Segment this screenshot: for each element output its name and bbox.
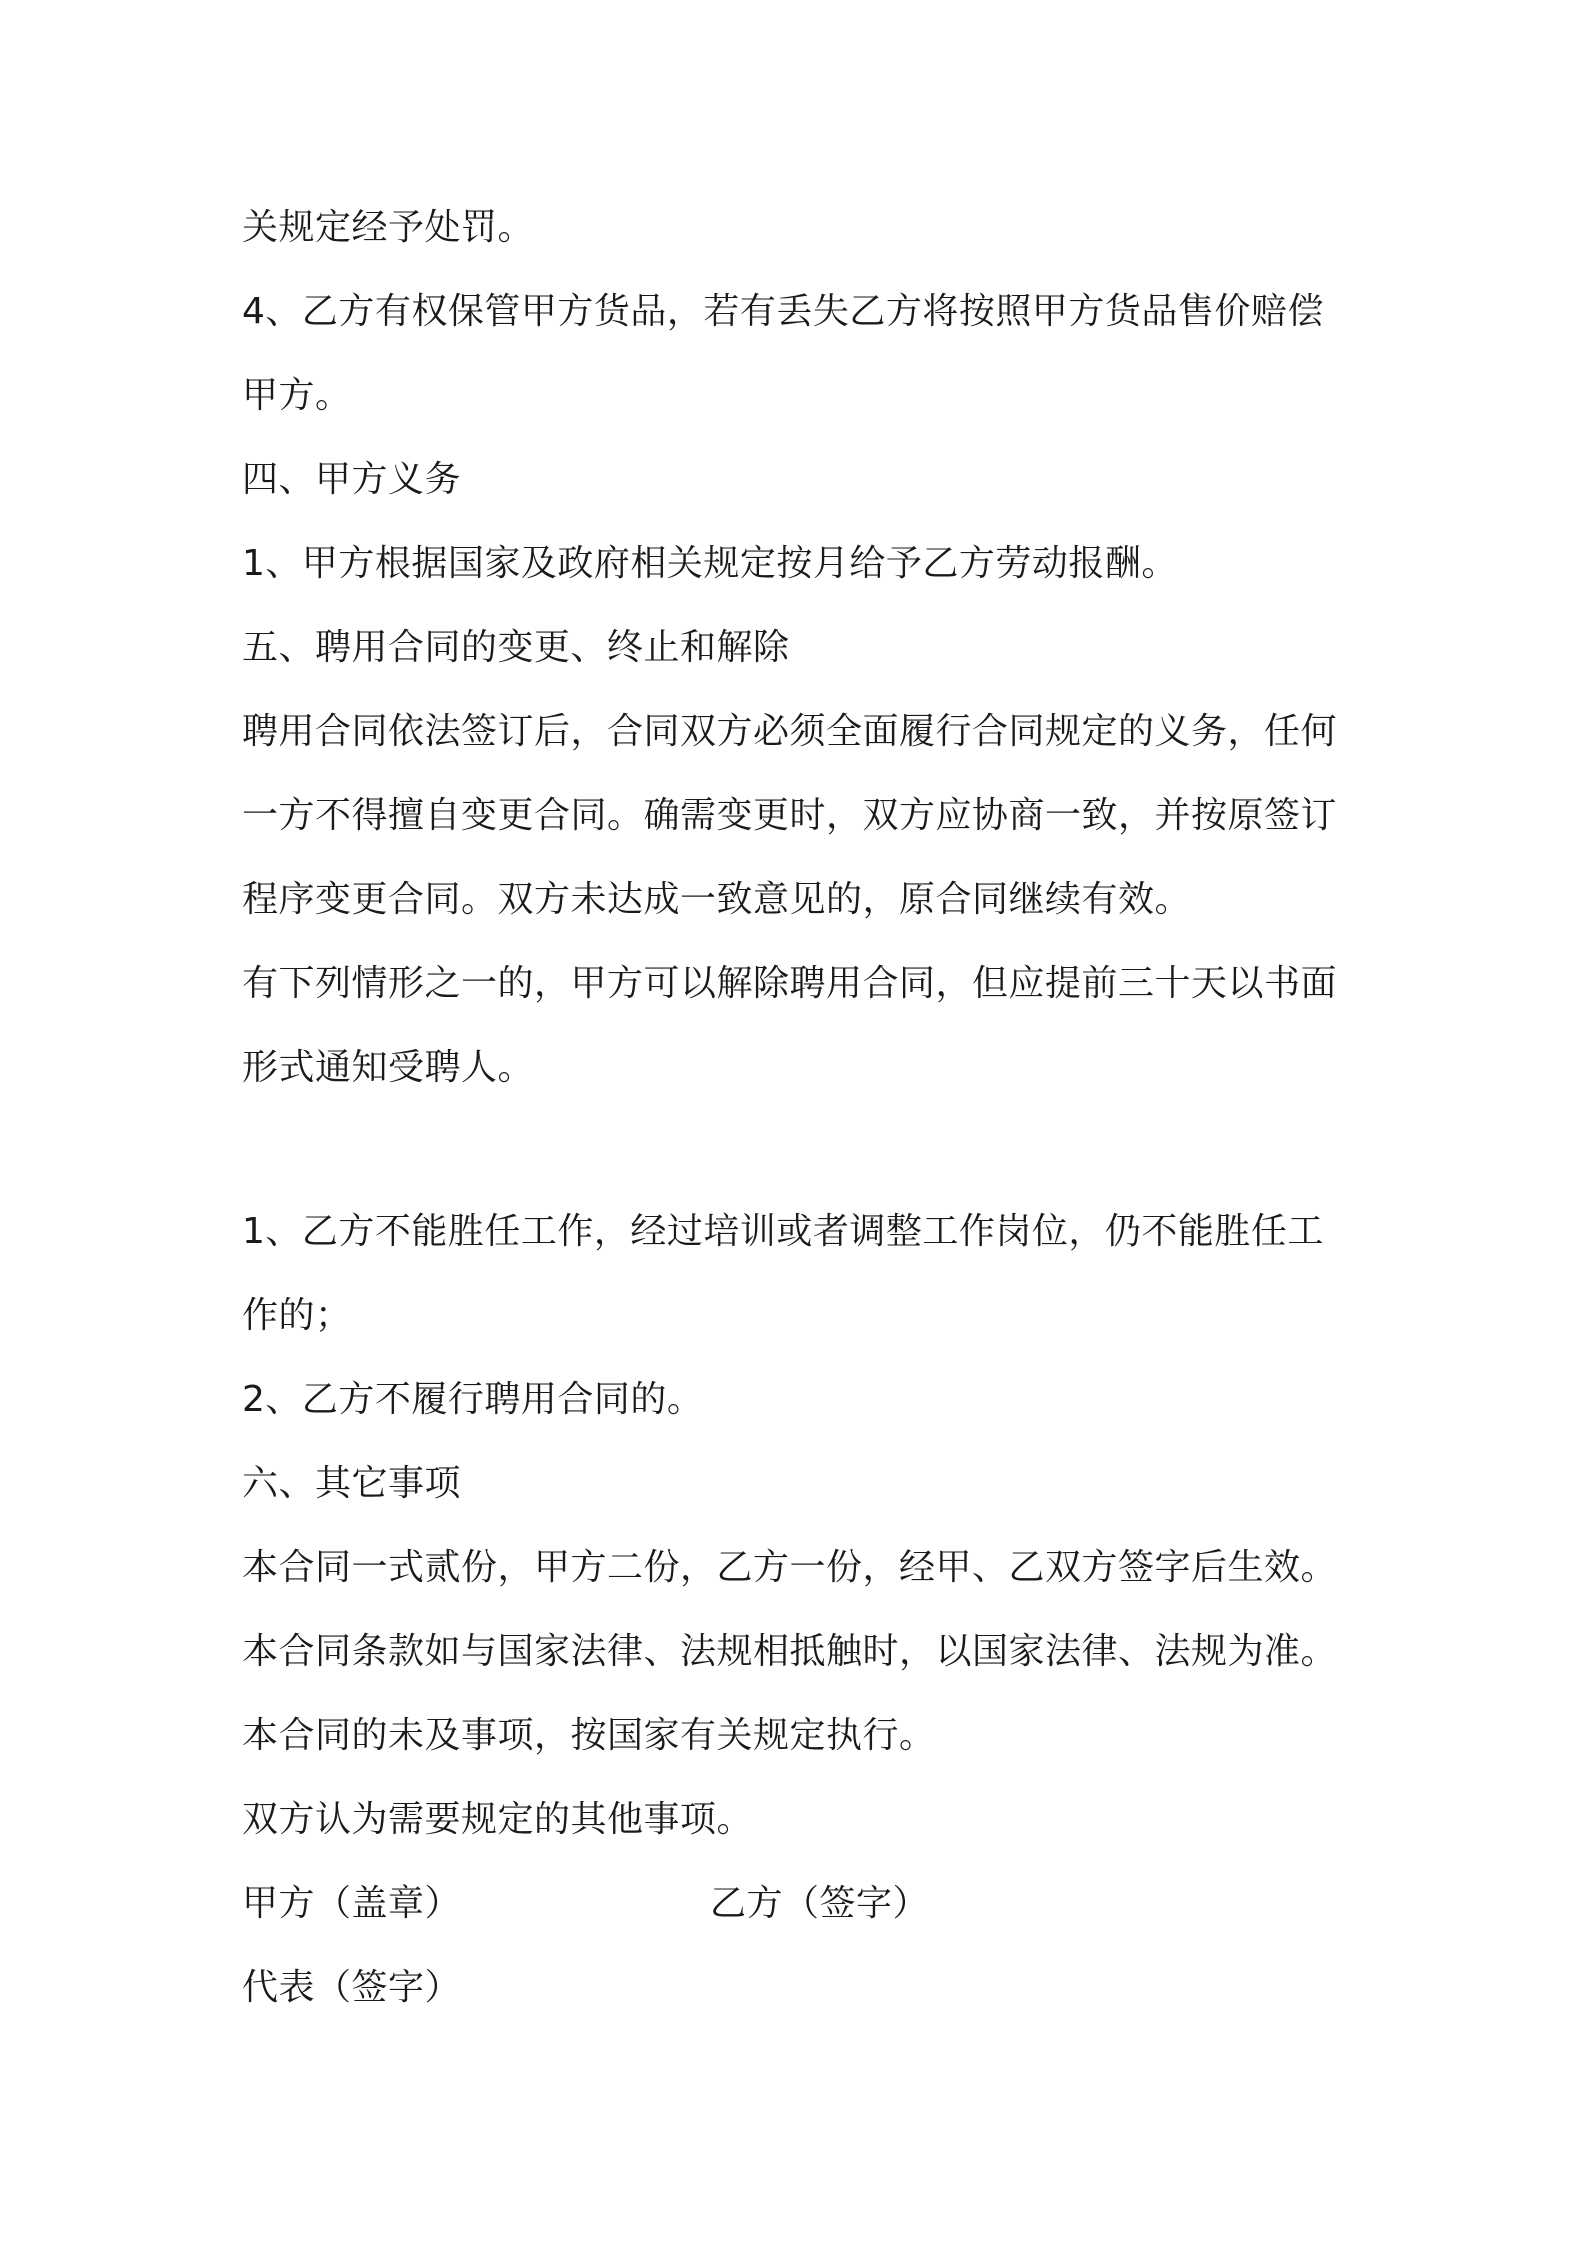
text-line: 聘用合同依法签订后，合同双方必须全面履行合同规定的义务，任何 xyxy=(242,711,1338,752)
text-line: 程序变更合同。双方未达成一致意见的，原合同继续有效。 xyxy=(242,879,1192,920)
section-heading: 六、其它事项 xyxy=(242,1463,462,1504)
text-line: 1、乙方不能胜任工作，经过培训或者调整工作岗位，仍不能胜任工 xyxy=(242,1211,1324,1252)
text-line: 本合同的未及事项，按国家有关规定执行。 xyxy=(242,1715,936,1756)
text-line: 2、乙方不履行聘用合同的。 xyxy=(242,1379,704,1420)
text-line: 本合同一式贰份，甲方二份，乙方一份，经甲、乙双方签字后生效。 xyxy=(242,1547,1338,1588)
text-line: 一方不得擅自变更合同。确需变更时，双方应协商一致，并按原签订 xyxy=(242,795,1338,836)
section-heading: 四、甲方义务 xyxy=(242,459,462,500)
text-line: 形式通知受聘人。 xyxy=(242,1047,535,1088)
text-line: 甲方。 xyxy=(242,375,352,416)
text-line: 本合同条款如与国家法律、法规相抵触时，以国家法律、法规为准。 xyxy=(242,1631,1338,1672)
signature-party-b: 乙方（签字） xyxy=(710,1883,930,1924)
text-line: 双方认为需要规定的其他事项。 xyxy=(242,1799,754,1840)
signature-party-a: 甲方（盖章） xyxy=(242,1883,462,1924)
text-line: 作的； xyxy=(242,1295,352,1336)
text-line: 有下列情形之一的，甲方可以解除聘用合同，但应提前三十天以书面 xyxy=(242,963,1338,1004)
section-heading: 五、聘用合同的变更、终止和解除 xyxy=(242,627,790,668)
text-line: 关规定经予处罚。 xyxy=(242,207,535,248)
text-line: 1、甲方根据国家及政府相关规定按月给予乙方劳动报酬。 xyxy=(242,543,1178,584)
text-line: 4、乙方有权保管甲方货品，若有丢失乙方将按照甲方货品售价赔偿 xyxy=(242,291,1324,332)
signature-representative: 代表（签字） xyxy=(242,1967,462,2008)
